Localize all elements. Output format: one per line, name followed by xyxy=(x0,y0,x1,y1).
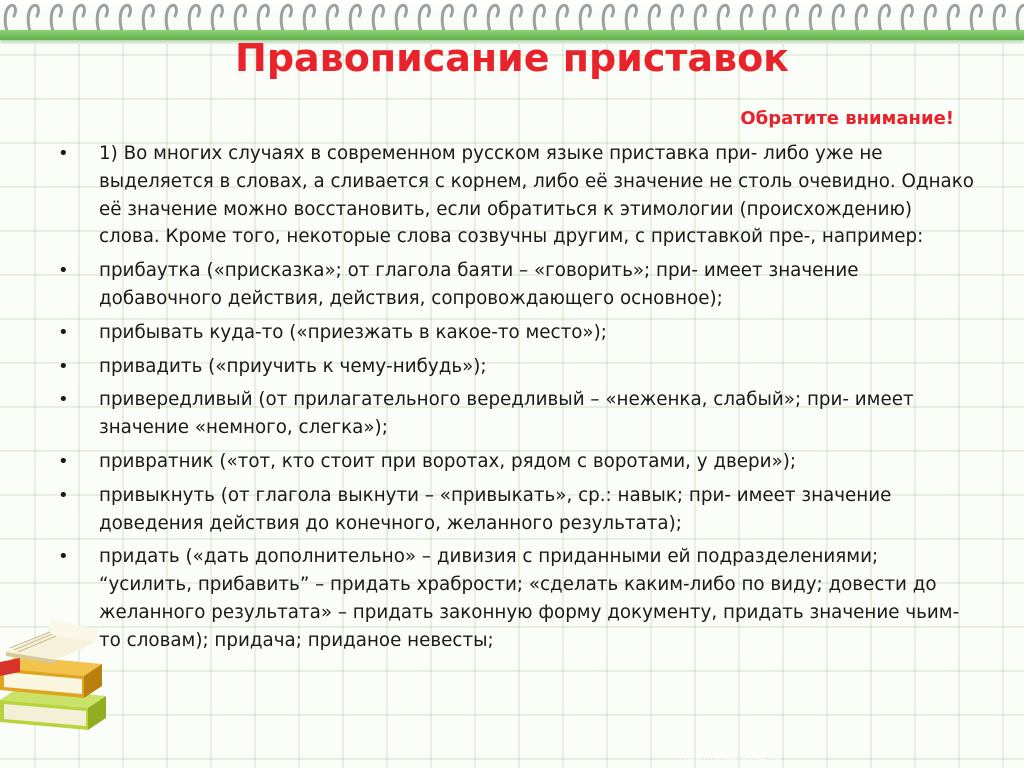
bullet-icon: • xyxy=(58,484,69,506)
list-item-text: привратник («тот, кто стоит при воротах, рядом с воротами, у двери»); xyxy=(99,450,797,472)
slide-title: Правописание приставок xyxy=(235,36,789,80)
list-item xyxy=(58,543,976,654)
bullet-icon: • xyxy=(58,546,69,568)
list-item xyxy=(58,257,976,313)
list-item-text: привыкнуть (от глагола выкнути – «привыкать», ср.: навык; при- имеет значение доведения действия до конечного, желанного результата); xyxy=(99,484,892,534)
bullet-icon: • xyxy=(58,389,69,411)
list-item xyxy=(58,448,976,476)
list-item xyxy=(58,353,976,381)
list-item xyxy=(58,386,976,442)
bullet-icon: • xyxy=(58,260,69,282)
stack-of-books-icon xyxy=(0,612,110,737)
bullet-icon: • xyxy=(58,143,69,164)
bullet-icon: • xyxy=(58,355,69,377)
list-item-text: 1) Во многих случаях в современном русском языке приставка при- либо уже не выделяется в словах, а сливается с корнем, либо её значение не столь очевидно. Однако её значение можно восстановить, если обратиться к этимологии (происхождению) слова. Кроме того, некоторые слова созвучны другим, с приставкой пре-, например: xyxy=(99,143,974,248)
list-item-text: прибывать куда-то («приезжать в какое-то место»); xyxy=(99,321,607,343)
bullet-icon: • xyxy=(58,321,69,343)
list-item xyxy=(58,482,976,538)
bullet-icon: • xyxy=(58,450,69,472)
attention-subtitle: Обратите внимание! xyxy=(740,108,954,129)
list-item-text: придать («дать дополнительно» – дивизия с приданными ей подразделениями; “усилить, прибавить” – придать храбрости; «сделать каким-либо по виду; довести до желанного результата» – придать законную форму документу, придать значение чьим-то словам); придача; приданое невесты; xyxy=(99,546,960,651)
bullet-list xyxy=(58,140,976,661)
list-item xyxy=(58,319,976,347)
list-item-text: привередливый (от прилагательного вередливый – «неженка, слабый»; при- имеет значение «немного, слегка»); xyxy=(99,389,914,439)
list-item-text: прибаутка («присказка»; от глагола баяти – «говорить»; при- имеет значение добавочного действия, действия, сопровождающего основное); xyxy=(99,260,859,309)
list-item-text: привадить («приучить к чему-нибудь»); xyxy=(99,355,487,377)
watermark-url: http://aida.ucoz.ru xyxy=(680,750,782,763)
list-item xyxy=(58,140,976,251)
